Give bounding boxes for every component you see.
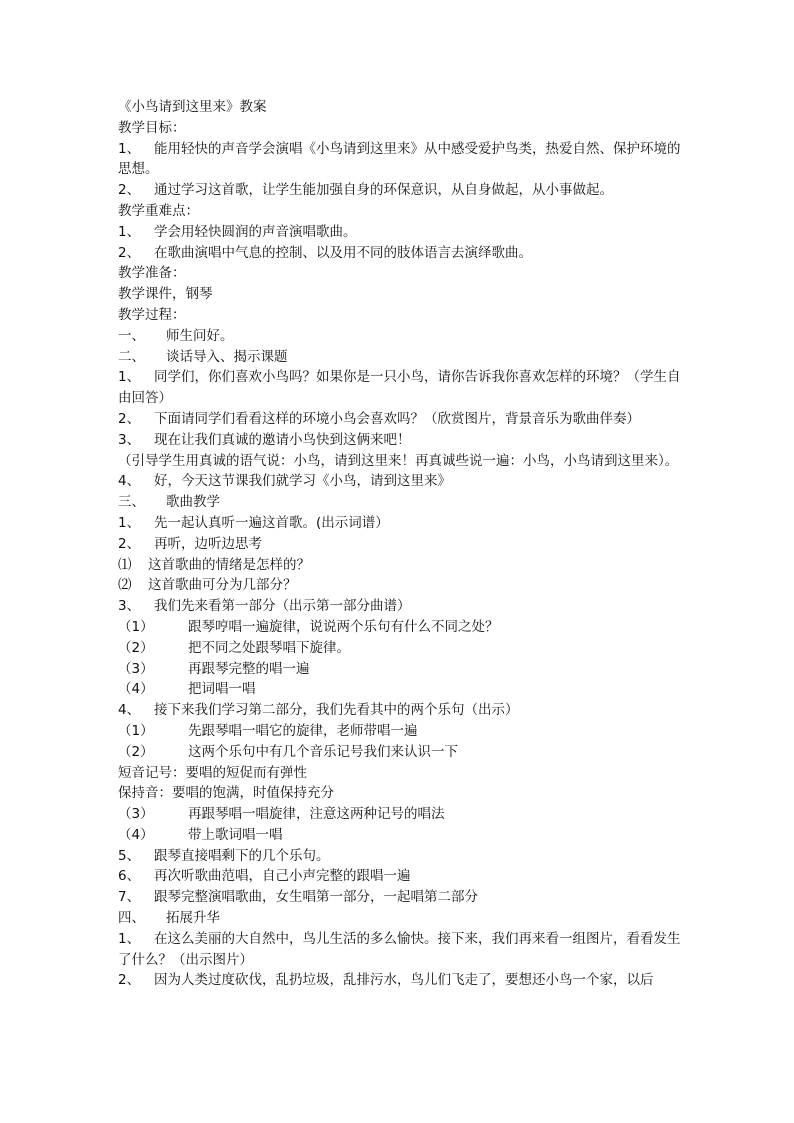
detail-item <box>118 617 688 638</box>
key-point-item <box>118 222 688 243</box>
sub-step-text: 再次听歌曲范唱，自己小声完整的跟唱一遍 <box>154 868 411 885</box>
process-step <box>118 492 688 513</box>
item-number: 1、 <box>118 369 141 386</box>
key-point-text: 学会用轻快圆润的声音演唱歌曲。 <box>154 223 357 240</box>
detail-text: 先跟琴唱一唱它的旋律，老师带唱一遍 <box>188 722 418 739</box>
detail-text: 跟琴哼唱一遍旋律，说说两个乐句有什么不同之处？ <box>188 618 499 635</box>
detail-text: 这两个乐句中有几个音乐记号我们来认识一下 <box>188 743 458 760</box>
term-definition: 短音记号：要唱的短促而有弹性 <box>118 764 307 781</box>
item-number: 6、 <box>118 868 141 885</box>
goal-item <box>118 180 688 201</box>
step-text: 歌曲教学 <box>166 494 220 511</box>
item-number: ⑴ <box>118 556 132 573</box>
item-number: 3、 <box>118 598 141 615</box>
lesson-plan-document <box>118 97 688 991</box>
item-number: 2、 <box>118 244 141 261</box>
sub-step-text: 接下来我们学习第二部分，我们先看其中的两个乐句（出示） <box>154 702 519 719</box>
item-number: 3、 <box>118 431 141 448</box>
detail-item <box>118 679 688 700</box>
sub-step <box>118 929 688 971</box>
section-heading-key-points: 教学重难点： <box>118 202 199 219</box>
detail-text: 再跟琴唱一唱旋律，注意这两种记号的唱法 <box>188 806 445 823</box>
item-number: 4、 <box>118 473 141 490</box>
sub-step-text: 再听，边听边思考 <box>154 535 262 552</box>
chinese-number: 二、 <box>118 348 145 365</box>
item-number: 4、 <box>118 702 141 719</box>
guidance-note: （引导学生用真诚的语气说：小鸟，请到这里来！再真诚些说一遍：小鸟，小鸟请到这里来）。 <box>118 452 679 469</box>
sub-step-text: 因为人类过度砍伐，乱扔垃圾，乱排污水，鸟儿们飞走了，要想还小鸟一个家，以后 <box>154 972 654 989</box>
process-step <box>118 347 688 368</box>
sub-step <box>118 846 688 867</box>
chinese-number: 四、 <box>118 910 145 927</box>
sub-step <box>118 534 688 555</box>
sub-step <box>118 471 688 492</box>
preparation-text: 教学课件，钢琴 <box>118 286 213 303</box>
sub-step-text: 我们先来看第一部分（出示第一部分曲谱） <box>154 598 411 615</box>
item-number: 2、 <box>118 535 141 552</box>
process-step <box>118 326 688 347</box>
item-number: （2） <box>118 743 154 760</box>
detail-text: 把不同之处跟琴唱下旋律。 <box>188 639 350 656</box>
sub-step <box>118 887 688 908</box>
sub-step <box>118 700 688 721</box>
key-point-item <box>118 243 688 264</box>
item-number: ⑵ <box>118 577 132 594</box>
detail-text: 把词唱一唱 <box>188 681 256 698</box>
detail-item <box>118 825 688 846</box>
item-number: 2、 <box>118 410 141 427</box>
detail-item <box>118 804 688 825</box>
step-text: 师生问好。 <box>166 327 234 344</box>
sub-step-text: 好，今天这节课我们就学习《小鸟，请到这里来》 <box>154 473 451 490</box>
item-number: 1、 <box>118 223 141 240</box>
item-number: （1） <box>118 722 154 739</box>
item-number: 5、 <box>118 847 141 864</box>
item-number: 1、 <box>118 140 141 157</box>
document-title: 《小鸟请到这里来》教案 <box>118 99 267 115</box>
item-number: 2、 <box>118 182 141 199</box>
step-text: 谈话导入、揭示课题 <box>166 348 288 365</box>
question-item <box>118 555 688 576</box>
item-number: 1、 <box>118 930 141 947</box>
detail-item <box>118 659 688 680</box>
item-number: 7、 <box>118 889 141 906</box>
sub-step <box>118 596 688 617</box>
key-point-text: 在歌曲演唱中气息的控制、以及用不同的肢体语言去演绎歌曲。 <box>154 244 532 261</box>
sub-step-text: 跟琴直接唱剩下的几个乐句。 <box>154 847 330 864</box>
item-number: （4） <box>118 826 154 843</box>
sub-step <box>118 970 688 991</box>
sub-step <box>118 866 688 887</box>
chinese-number: 一、 <box>118 327 145 344</box>
detail-text: 带上歌词唱一唱 <box>188 826 283 843</box>
goal-text: 通过学习这首歌，让学生能加强自身的环保意识，从自身做起，从小事做起。 <box>154 182 613 199</box>
item-number: （4） <box>118 681 154 698</box>
sub-step-text: 在这么美丽的大自然中，鸟儿生活的多么愉快。接下来，我们再来看一组图片，看看发生了什么？（出示图片） <box>118 930 681 968</box>
item-number: （1） <box>118 618 154 635</box>
sub-step <box>118 367 688 409</box>
chinese-number: 三、 <box>118 494 145 511</box>
process-step <box>118 908 688 929</box>
sub-step <box>118 513 688 534</box>
question-item <box>118 575 688 596</box>
item-number: （3） <box>118 660 154 677</box>
sub-step-text: 跟琴完整演唱歌曲，女生唱第一部分，一起唱第二部分 <box>154 889 478 906</box>
sub-step-text: 现在让我们真诚的邀请小鸟快到这俩来吧！ <box>154 431 411 448</box>
sub-step-text: 下面请同学们看看这样的环境小鸟会喜欢吗？（欣赏图片，背景音乐为歌曲伴奏） <box>154 410 640 427</box>
item-number: （3） <box>118 806 154 823</box>
sub-step <box>118 409 688 430</box>
sub-step <box>118 430 688 451</box>
goal-item <box>118 139 688 181</box>
step-text: 拓展升华 <box>166 910 220 927</box>
item-number: 2、 <box>118 972 141 989</box>
question-text: 这首歌曲的情绪是怎样的？ <box>148 556 310 573</box>
question-text: 这首歌曲可分为几部分？ <box>148 577 297 594</box>
sub-step-text: 先一起认真听一遍这首歌。(出示词谱） <box>154 514 389 531</box>
detail-item <box>118 742 688 763</box>
section-heading-preparation: 教学准备： <box>118 265 186 282</box>
sub-step-text: 同学们，你们喜欢小鸟吗？如果你是一只小鸟，请你告诉我你喜欢怎样的环境？（学生自由回答） <box>118 369 681 407</box>
section-heading-process: 教学过程： <box>118 306 186 323</box>
detail-text: 再跟琴完整的唱一遍 <box>188 660 310 677</box>
section-heading-goals: 教学目标： <box>118 119 186 136</box>
term-definition: 保持音：要唱的饱满，时值保持充分 <box>118 785 334 802</box>
item-number: 1、 <box>118 514 141 531</box>
detail-item <box>118 721 688 742</box>
item-number: （2） <box>118 639 154 656</box>
detail-item <box>118 638 688 659</box>
goal-text: 能用轻快的声音学会演唱《小鸟请到这里来》从中感受爱护鸟类，热爱自然、保护环境的思想。 <box>118 140 681 178</box>
